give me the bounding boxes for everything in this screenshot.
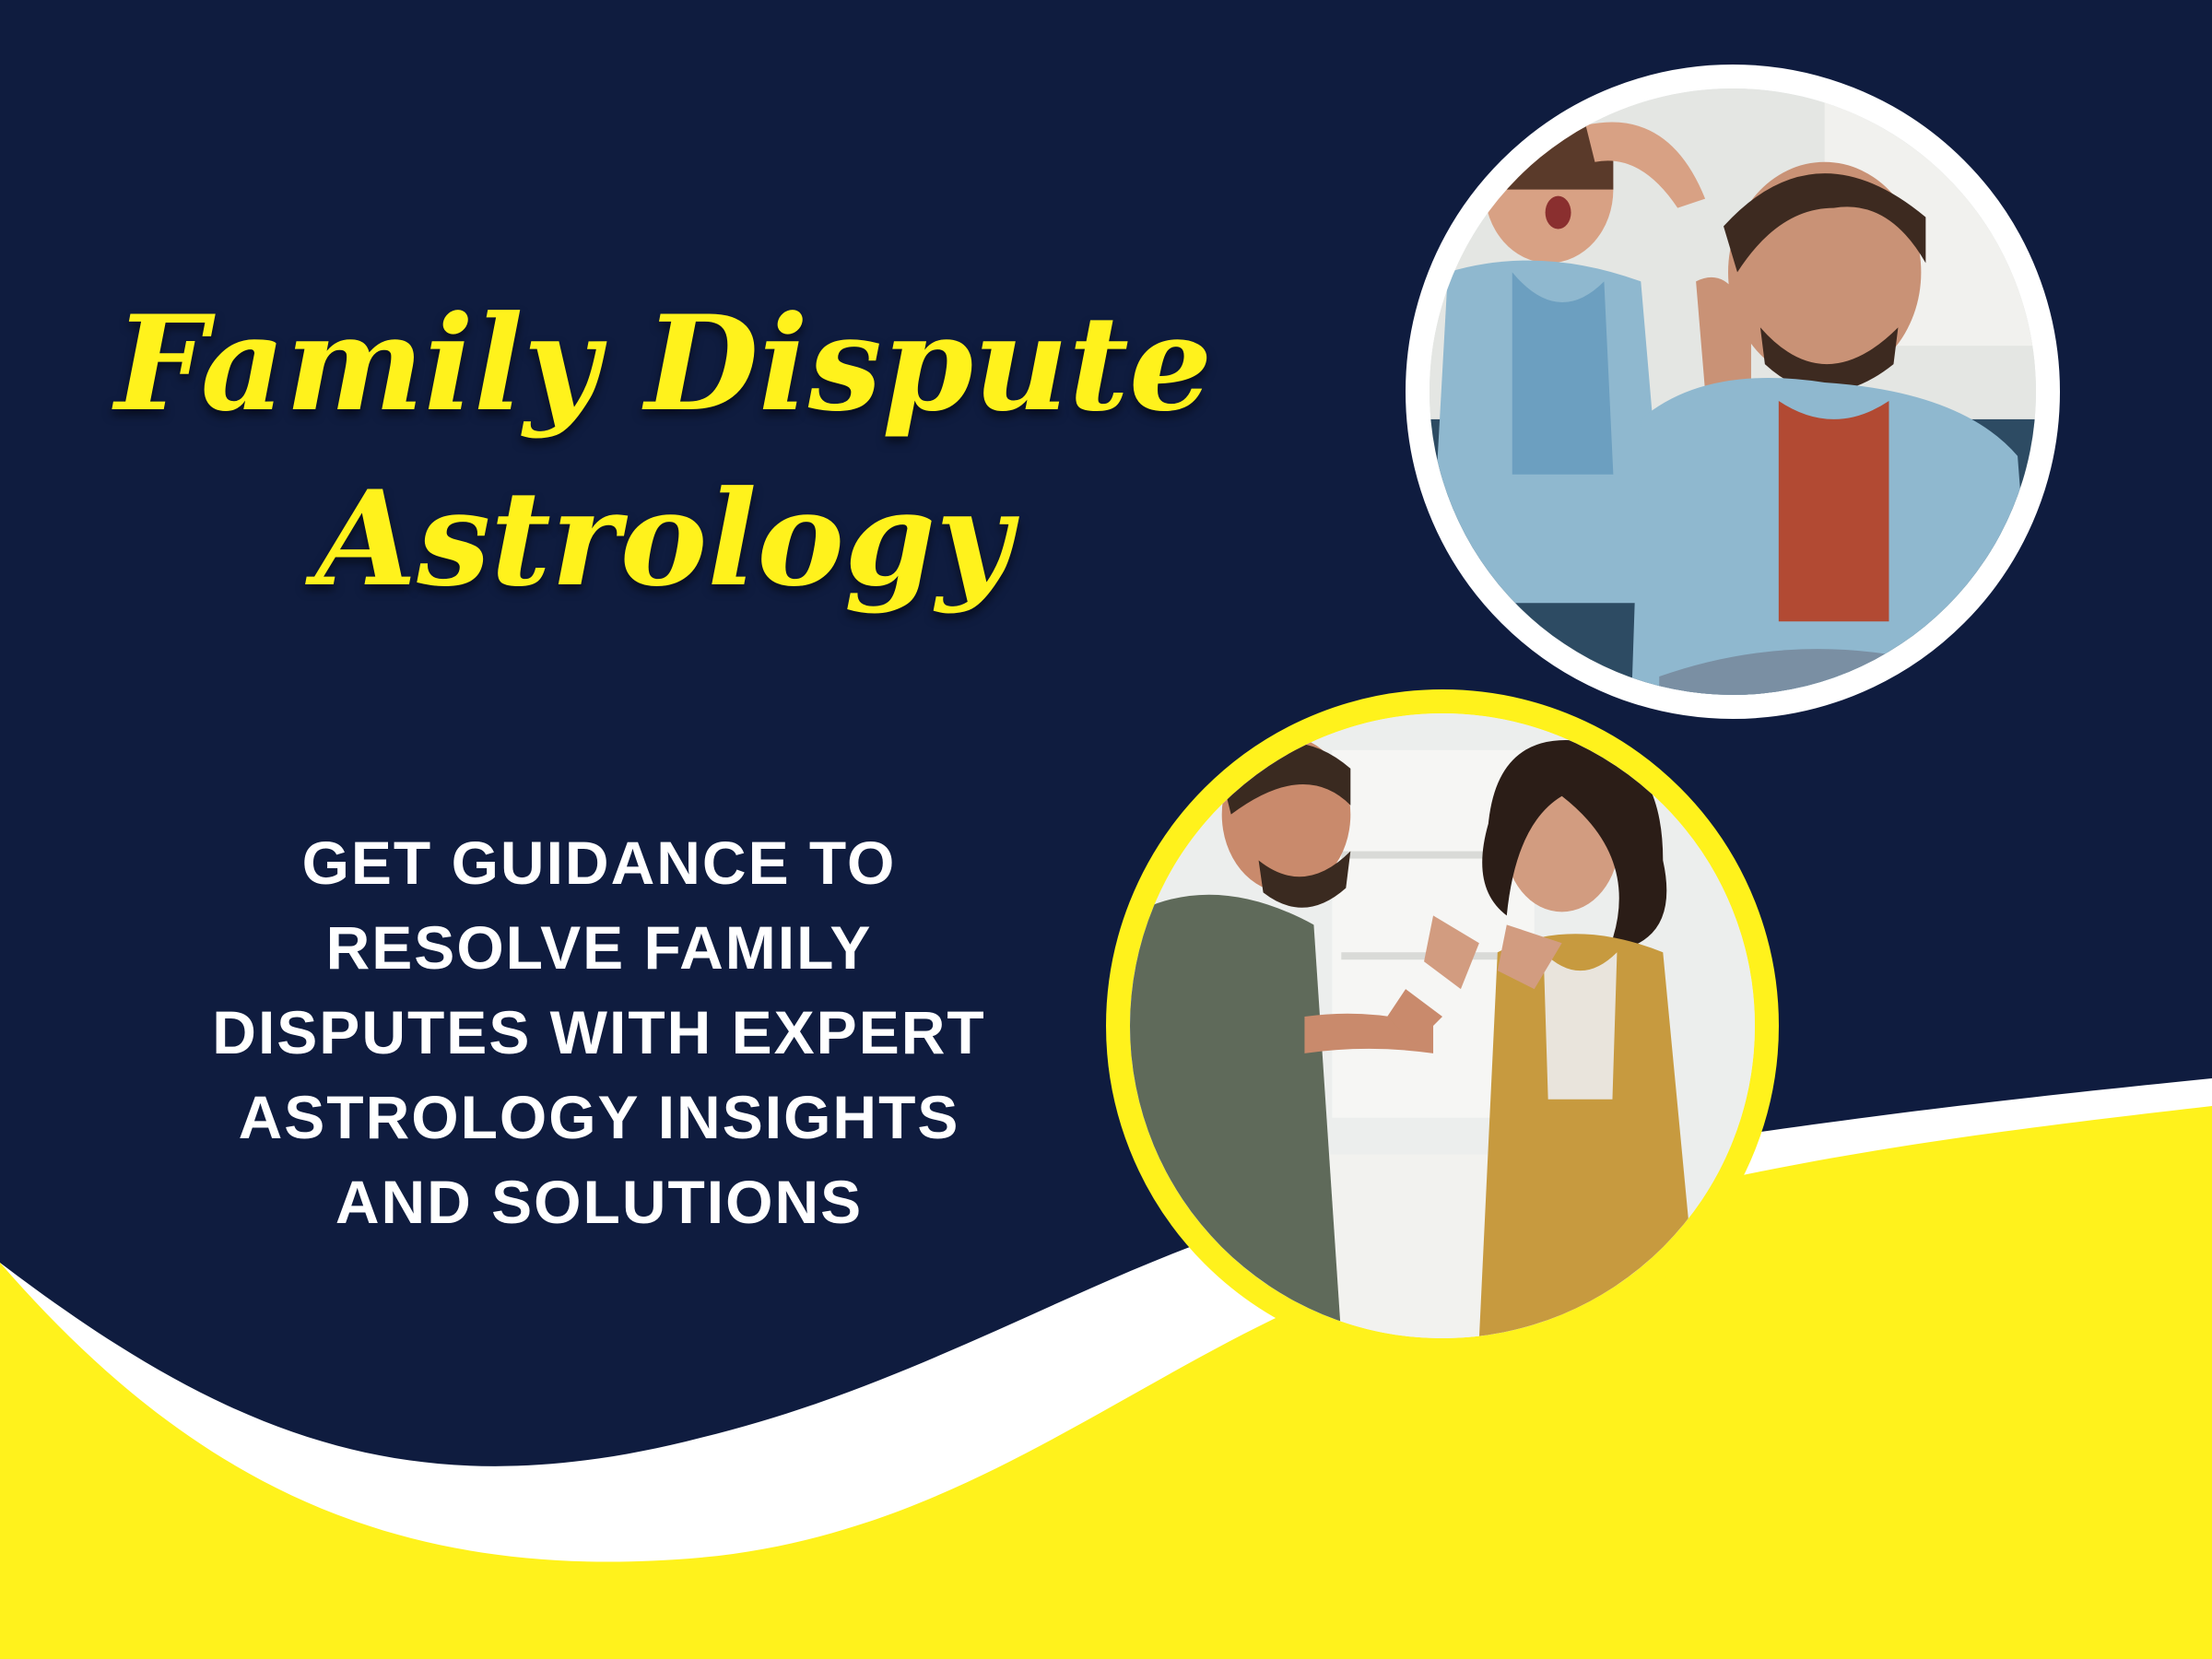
- couple-argument-photo: [1406, 65, 2060, 719]
- subtitle-line-2: RESOLVE FAMILY: [325, 913, 873, 982]
- couple-shouting-illustration: [1130, 713, 1755, 1338]
- title-line-1: Family Dispute: [114, 288, 1213, 441]
- subtitle: [138, 820, 1060, 1244]
- couple-shouting-photo: [1106, 689, 1779, 1362]
- subtitle-line-1: GET GUIDANCE TO: [301, 829, 897, 897]
- subtitle-line-3: DISPUTES WITH EXPERT: [212, 998, 986, 1066]
- title-line-2: Astrology: [315, 463, 1012, 616]
- couple-argument-illustration: [1430, 88, 2036, 695]
- subtitle-line-5: AND SOLUTIONS: [335, 1168, 864, 1236]
- page-title: [18, 276, 1309, 627]
- subtitle-line-4: ASTROLOGY INSIGHTS: [238, 1083, 960, 1151]
